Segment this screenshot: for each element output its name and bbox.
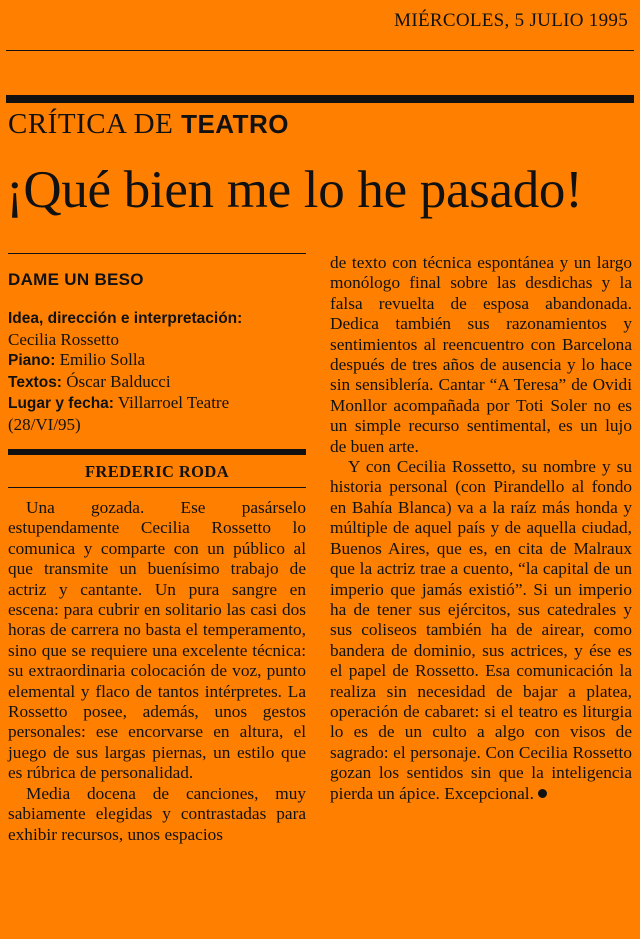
- credit-label: Textos:: [8, 373, 62, 391]
- credit-value: Villarroel Teatre (28/VI/95): [8, 393, 230, 434]
- header-rule: [6, 50, 634, 51]
- credit-value: Cecilia Rossetto: [8, 329, 119, 349]
- credits: [8, 308, 306, 435]
- paragraph-text: Y con Cecilia Rossetto, su nombre y su historia personal (con Pirandello al fondo en Bahía Blanca) va a la raíz más honda y múltiple de aquel país y de aquella ciudad, Buenos Aires, que es, en cita de Malraux que la actriz trae a cuento, “la capital de un imperio que jamás existió”. Si un imperio ha de tener sus ejércitos, sus catedrales y sus coliseos también ha de airear, como bandera de dominio, sus actrices, y ése es el papel de Rossetto. Esa comunicación la realiza sin necesidad de bajar a platea, operación de cabaret: si el teatro es liturgia lo es de un culto a algo con visos de sagrado: el personaje. Con Cecilia Rossetto gozan los sentidos sin que la inteligencia pierda un ápice. Excepcional.: [330, 457, 632, 803]
- credit-row: [8, 350, 306, 372]
- show-title: DAME UN BESO: [8, 270, 144, 289]
- section-prefix: CRÍTICA DE: [8, 108, 174, 140]
- byline-rule-top: [8, 449, 306, 455]
- paragraph-continued: de texto con técnica espontánea y un largo monólogo final sobre las desdichas y la falsa revuelta de esposa abandonada. Dedica también sus razonamientos y sentimientos al reencuentro con Barcelona después de tres años de ausencia y lo hace sin sensiblería. Cantar “A Teresa” de Ovidi Monllor acompañada por Toti Soler no es un simple recurso sentimental, es un lujo de buen arte.: [330, 253, 632, 456]
- byline: FREDERIC RODA: [84, 462, 230, 481]
- byline-rule-bottom: [8, 487, 306, 488]
- date-line: MIÉRCOLES, 5 JULIO 1995: [394, 10, 628, 31]
- section-rule: [6, 95, 634, 103]
- paragraph: Media docena de canciones, muy sabiamente elegidas y contrastadas para exhibir recursos, unos espacios: [8, 783, 306, 844]
- section-title: [8, 108, 289, 141]
- credit-label: Piano:: [8, 352, 56, 369]
- credit-row: [8, 393, 306, 435]
- headline: ¡Qué bien me lo he pasado!: [6, 161, 583, 219]
- paragraph: [330, 457, 632, 804]
- right-column: [330, 253, 632, 804]
- credit-label: Lugar y fecha:: [8, 395, 114, 412]
- credit-row: [8, 372, 306, 394]
- credit-row: [8, 308, 306, 350]
- end-mark-icon: [538, 789, 547, 798]
- credit-value: Óscar Balducci: [66, 371, 171, 391]
- credit-value: Emilio Solla: [59, 350, 146, 369]
- section-keyword: TEATRO: [181, 109, 290, 139]
- paragraph: Una gozada. Ese pasárselo estupendamente Cecilia Rossetto lo comunica y comparte con un público al que transmite un buenísimo trabajo de actriz y cantante. Un pura sangre en escena: para cubrir en solitario las casi dos horas de carrera no basta el temperamento, sino que se requiere una excelente técnica: su extraordinaria colocación de voz, punto elemental y flaco de tantos intérpretes. La Rossetto posee, además, unos gestos personales: ese encorvarse en altura, el juego de sus largas piernas, un estilo que es rúbrica de personalidad.: [8, 498, 306, 783]
- credit-label: Idea, dirección e interpretación:: [8, 310, 243, 327]
- left-column: [8, 253, 306, 845]
- rule: [8, 253, 306, 254]
